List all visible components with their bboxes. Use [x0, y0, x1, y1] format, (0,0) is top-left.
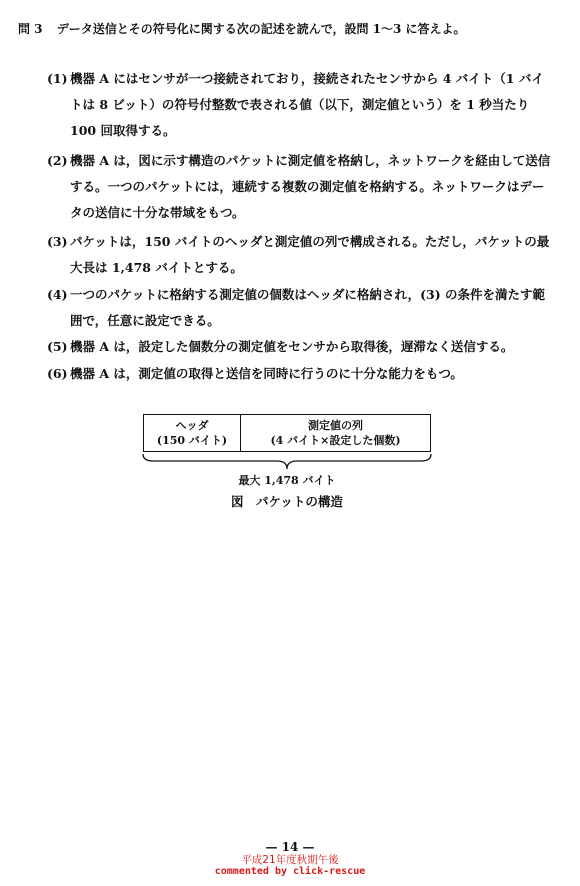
values-field-box — [241, 415, 430, 451]
question-prompt: データ送信とその符号化に関する次の記述を読んで，設問 1〜3 に答えよ。 — [56, 22, 466, 36]
condition-item-2 — [47, 148, 552, 226]
length-brace — [141, 452, 433, 474]
figure-caption: 図 パケットの構造 — [231, 494, 343, 509]
item-text: 機器 A は，測定値の取得と送信を同時に行うのに十分な能力をもつ。 — [70, 366, 463, 381]
item-text: 機器 A は，図に示す構造のパケットに測定値を格納し，ネットワークを経由して送信する。一つのパケットには，連続する複数の測定値を格納する。ネットワークはデータの送信に十分な帯域をもつ。 — [70, 153, 551, 220]
header-field-size: (150 バイト) — [156, 434, 228, 447]
item-text: 機器 A にはセンサが一つ接続されており，接続されたセンサから 4 バイト（1 バイトは 8 ビット）の符号付整数で表される値（以下，測定値という）を 1 秒当たり 100 回取得する。 — [70, 71, 544, 138]
header-field-box — [144, 415, 241, 451]
exam-session-stamp: 平成21年度秋期午後 — [241, 854, 339, 866]
item-marker: (4) — [47, 287, 68, 302]
item-text: 一つのパケットに格納する測定値の個数はヘッダに格納され，(3) の条件を満たす範囲で，任意に設定できる。 — [70, 287, 546, 328]
condition-item-3 — [47, 229, 552, 281]
item-marker: (1) — [47, 71, 68, 86]
values-field-size: (4 バイト×設定した個数) — [270, 434, 401, 447]
question-header — [18, 20, 568, 38]
page-number: — 14 — — [265, 840, 315, 854]
condition-item-5 — [47, 334, 552, 360]
question-number: 問 3 — [18, 22, 43, 36]
condition-item-4 — [47, 282, 552, 334]
item-marker: (2) — [47, 153, 68, 168]
condition-item-6 — [47, 361, 552, 387]
item-marker: (5) — [47, 339, 68, 354]
header-field-label: ヘッダ — [175, 419, 209, 432]
max-length-label: 最大 1,478 バイト — [238, 474, 336, 487]
item-marker: (6) — [47, 366, 68, 381]
values-field-label: 測定値の列 — [308, 419, 363, 432]
item-text: パケットは，150 バイトのヘッダと測定値の列で構成される。ただし，パケットの最大長は 1,478 バイトとする。 — [70, 234, 550, 275]
item-marker: (3) — [47, 234, 68, 249]
commentary-credit: commented by click-rescue — [214, 866, 366, 877]
packet-structure-diagram — [143, 414, 431, 452]
condition-item-1 — [47, 66, 552, 144]
item-text: 機器 A は，設定した個数分の測定値をセンサから取得後，遅滞なく送信する。 — [70, 339, 514, 354]
